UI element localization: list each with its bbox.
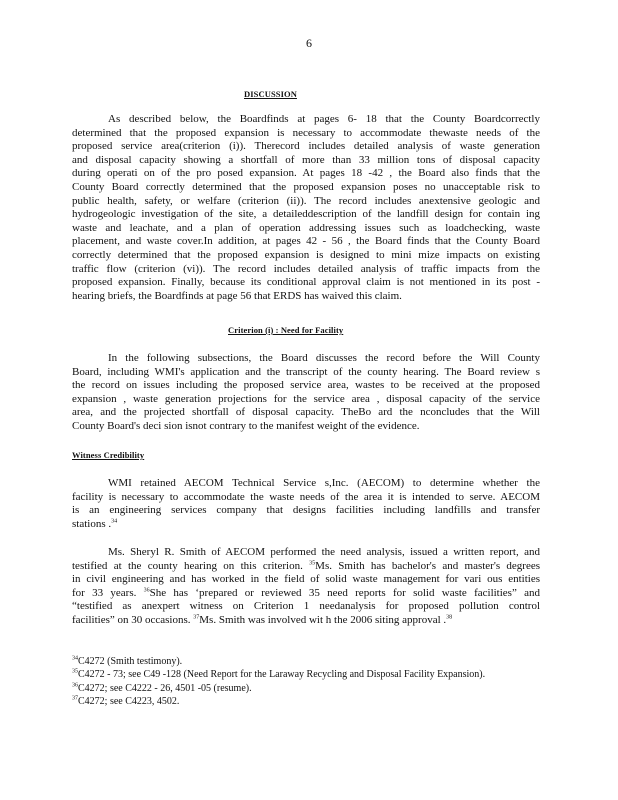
footnote-number: 34 (72, 655, 78, 662)
footnote-number: 35 (72, 669, 78, 676)
footnote-number: 37 (72, 695, 78, 702)
footnotes (72, 655, 540, 709)
footnote (72, 668, 540, 681)
text-line: area, and the projected shortfall of disposal capacity. TheBo ard the nconcludes that the Will (72, 406, 540, 419)
paragraph-discussion-summary (72, 113, 540, 303)
footnote (72, 682, 540, 695)
paragraph-smith-qualifications (72, 546, 540, 628)
text-line: facility is necessary to accommodate the waste needs of the area it is intended to serve. AECOM (72, 490, 540, 503)
text-line: In the following subsections, the Board discusses the record before the Will County (108, 352, 540, 364)
text-line: in civil engineering and has worked in the field of solid waste management for vari ous entities (72, 573, 540, 586)
text-line: “testified as anexpert witness on Criterion 1 needanalysis for proposed pollution control (72, 600, 540, 613)
text-line: placement, and waste cover.In addition, at pages 42 - 56 , the Board finds that the County Board (72, 235, 540, 248)
text-line: waste and leachate, and a plan of operation addressing issues such as loadchecking, waste (72, 221, 540, 234)
text-line: for 33 years. $^{36}$She has ‘prepared or reviewed 35 need reports for solid waste facilities” and (72, 586, 540, 599)
text-line: correctly determined that the proposed expansion is designed to mini mize impacts on existing (72, 248, 540, 261)
footnote (72, 695, 540, 708)
footnote-text: C4272 - 73; see C49 -128 (Need Report for the Laraway Recycling and Disposal Facility Expansion). (78, 669, 486, 681)
text-line: As described below, the Boardfinds at pages 6- 18 that the County Boardcorrectly (108, 113, 540, 125)
text-line: hydrogeologic investigation of the site, a detaileddescription of the landfill design for contain ing (72, 208, 540, 221)
footnote-ref: 34 (111, 518, 118, 525)
heading-discussion: DISCUSSION (244, 89, 297, 99)
text-line: County Board's deci sion isnot contrary to the manifest weight of the evidence. (72, 419, 420, 432)
text-line: traffic flow (criterion (vi)). The record includes detailed analysis of traffic impacts from the (72, 262, 540, 275)
text-line: expansion , waste generation projections for the service area , disposal capacity of the service (72, 392, 540, 405)
footnote-text: C4272 (Smith testimony). (78, 656, 183, 667)
text-line: hearing briefs, the Boardfinds at page 56 that ERDS has waived this claim. (72, 289, 402, 302)
footnote-number: 36 (72, 682, 78, 689)
text-line: Ms. Sheryl R. Smith of AECOM performed the need analysis, issued a written report, and (108, 546, 540, 558)
text-line: during operati on of the pro posed expansion. At pages 18 -42 , the Board also finds that the (72, 167, 540, 180)
text-line: the record on issues including the proposed service area, wastes to be received at the proposed (72, 379, 540, 392)
text-line: testified at the county hearing on this criterion. $^{35}$Ms. Smith has bachelor's and master's degrees (72, 559, 541, 572)
paragraph-aecom-retained (72, 477, 540, 531)
text-line: Board, including WMI's application and the transcript of the county hearing. The Board review s (72, 365, 540, 378)
text-line: proposed service area(criterion (i)). Therecord includes detailed analysis of waste generation (72, 140, 540, 153)
footnote-text: C4272; see C4223, 4502. (78, 696, 180, 708)
text-line: facilities” on 30 occasions. $^{37}$Ms. Smith was involved wit h the 2006 siting approval .$^{38}$ (72, 613, 453, 626)
page-number: 6 (306, 36, 312, 50)
text-line: public health, safety, or welfare (criterion (ii)). The record includes anextensive geologic and (72, 194, 540, 207)
footnote (72, 655, 540, 668)
paragraph-subsections-intro (72, 352, 540, 434)
heading-witness-credibility: Witness Credibility (72, 450, 145, 460)
heading-criterion-need: Criterion (i) : Need for Facility (228, 325, 344, 335)
footnote-text: C4272; see C4222 - 26, 4501 -05 (resume). (78, 682, 252, 694)
text-line: and disposal capacity showing a shortfall of more than 33 million tons of disposal capacity (72, 153, 540, 166)
text-line: County Board correctly determined that the proposed expansion poses no unacceptable risk to (72, 180, 540, 193)
text-line: determined that the proposed expansion is necessary to accommodate thewaste needs of the (72, 126, 540, 139)
text-line: proposed expansion. Finally, because its conditional approval claim is not mentioned in its post - (72, 276, 540, 289)
text-line: stations .$^{34}$ (72, 517, 118, 530)
text-line: is an engineering services company that designs facilities including landfills and transfer (72, 504, 540, 517)
text-line: WMI retained AECOM Technical Service s,Inc. (AECOM) to determine whether the (108, 477, 540, 489)
